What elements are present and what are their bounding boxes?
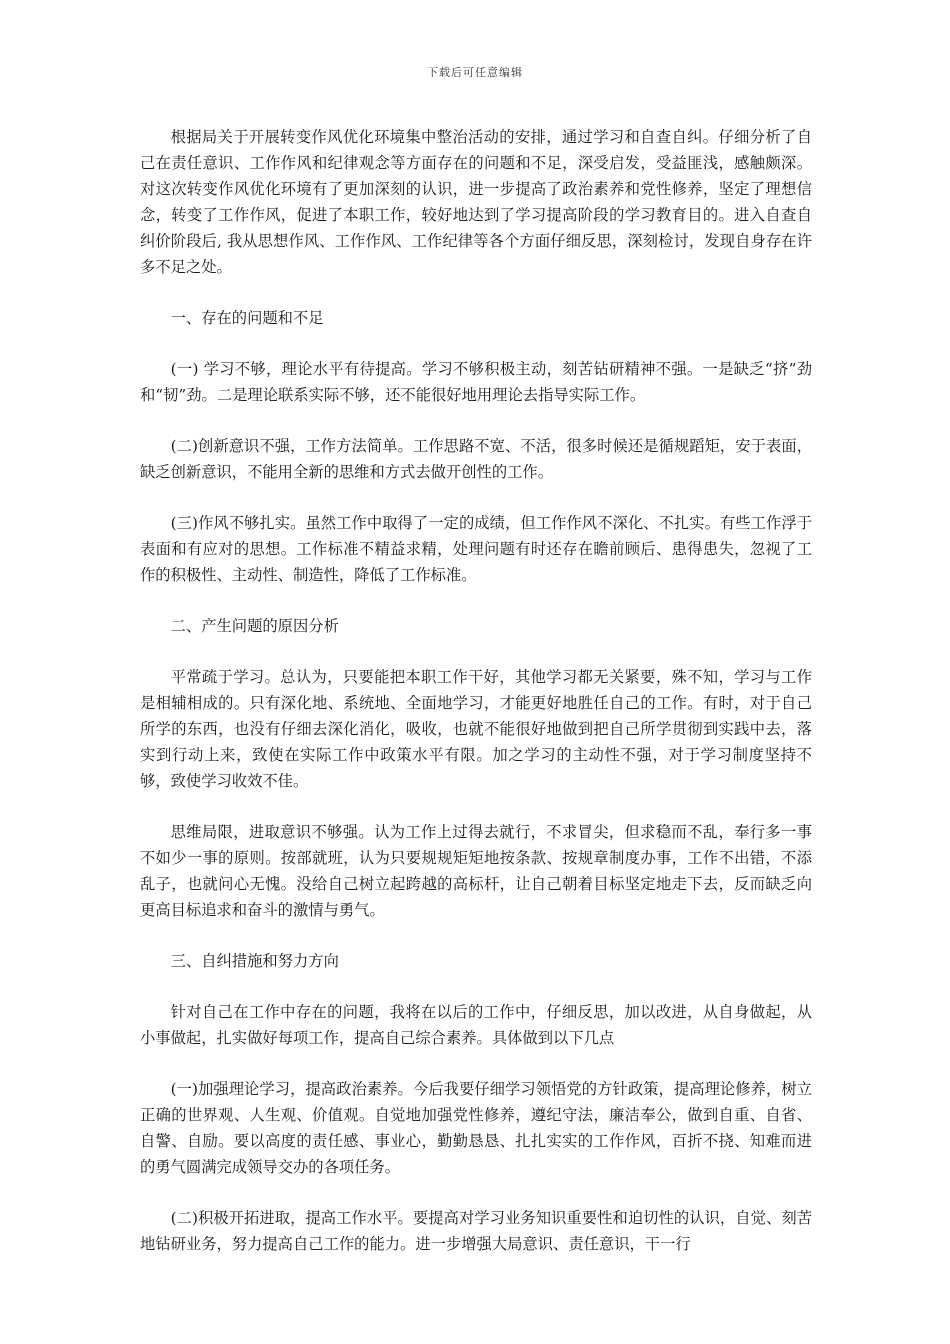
intro-paragraph: 根据局关于开展转变作风优化环境集中整治活动的安排，通过学习和自查自纠。仔细分析了自己在责任意识、工作作风和纪律观念等方面存在的问题和不足，深受启发，受益匪浅，感触颇深。对这次转变作风优化环境有了更加深刻的认识，进一步提高了政治素养和党性修养，坚定了理想信念，转变了工作作风，促进了本职工作，较好地达到了学习提高阶段的学习教育目的。进入自查自纠价阶段后, 我从思想作风、工作作风、工作纪律等各个方面仔细反思，深刻检讨，发现自身存在许多不足之处。 (140, 128, 812, 276)
header-note: 下载后可任意编辑 (427, 66, 523, 79)
measures-intro: 针对自己在工作中存在的问题，我将在以后的工作中，仔细反思，加以改进，从自身做起，从小事做起，扎实做好每项工作，提高自己综合素养。具体做到以下几点 (140, 1003, 812, 1047)
section-heading-problems: 一、存在的问题和不足 (170, 309, 324, 327)
cause-paragraph-2: 思维局限，进取意识不够强。认为工作上过得去就行，不求冒尖，但求稳而不乱，奉行多一事不如少一事的原则。按部就班，认为只要规规矩矩地按条款、按规章制度办事，工作不出错，不添乱子，也就问心无愧。没给自己树立起跨越的高标杆，让自己朝着目标坚定地走下去，反而缺乏向更高目标追求和奋斗的激情与勇气。 (140, 823, 812, 919)
document-body (140, 124, 812, 1282)
problem-item-3: (三)作风不够扎实。虽然工作中取得了一定的成绩，但工作作风不深化、不扎实。有些工作浮于表面和有应对的思想。工作标准不精益求精，处理问题有时还存在瞻前顾后、患得患失，忽视了工作的积极性、主动性、制造性，降低了工作标准。 (140, 514, 812, 584)
problem-item-2: (二)创新意识不强，工作方法简单。工作思路不宽、不活，很多时候还是循规蹈矩，安于表面，缺乏创新意识，不能用全新的思维和方式去做开创性的工作。 (140, 437, 812, 481)
measure-item-2: (二)积极开拓进取，提高工作水平。要提高对学习业务知识重要性和迫切性的认识，自觉、刻苦地钻研业务，努力提高自己工作的能力。进一步增强大局意识、责任意识，干一行 (140, 1209, 812, 1253)
problem-item-1: (一) 学习不够，理论水平有待提高。学习不够积极主动，刻苦钻研精神不强。一是缺乏“挤”劲和“韧”劲。二是理论联系实际不够，还不能很好地用理论去指导实际工作。 (140, 360, 812, 404)
section-heading-causes: 二、产生问题的原因分析 (170, 617, 339, 635)
section-heading-measures: 三、自纠措施和努力方向 (170, 952, 339, 970)
measure-item-1: (一)加强理论学习，提高政治素养。今后我要仔细学习领悟党的方针政策，提高理论修养，树立正确的世界观、人生观、价值观。自觉地加强党性修养，遵纪守法，廉洁奉公，做到自重、自省、自警、自励。要以高度的责任感、事业心，勤勤恳恳、扎扎实实的工作作风，百折不挠、知难而进的勇气圆满完成领导交办的各项任务。 (140, 1080, 812, 1176)
cause-paragraph-1: 平常疏于学习。总认为，只要能把本职工作干好，其他学习都无关紧要，殊不知，学习与工作是相辅相成的。只有深化地、系统地、全面地学习，才能更好地胜任自己的工作。有时，对于自己所学的东西，也没有仔细去深化消化，吸收，也就不能很好地做到把自己所学贯彻到实践中去，落实到行动上来，致使在实际工作中政策水平有限。加之学习的主动性不强，对于学习制度坚持不够，致使学习收效不佳。 (140, 668, 812, 790)
